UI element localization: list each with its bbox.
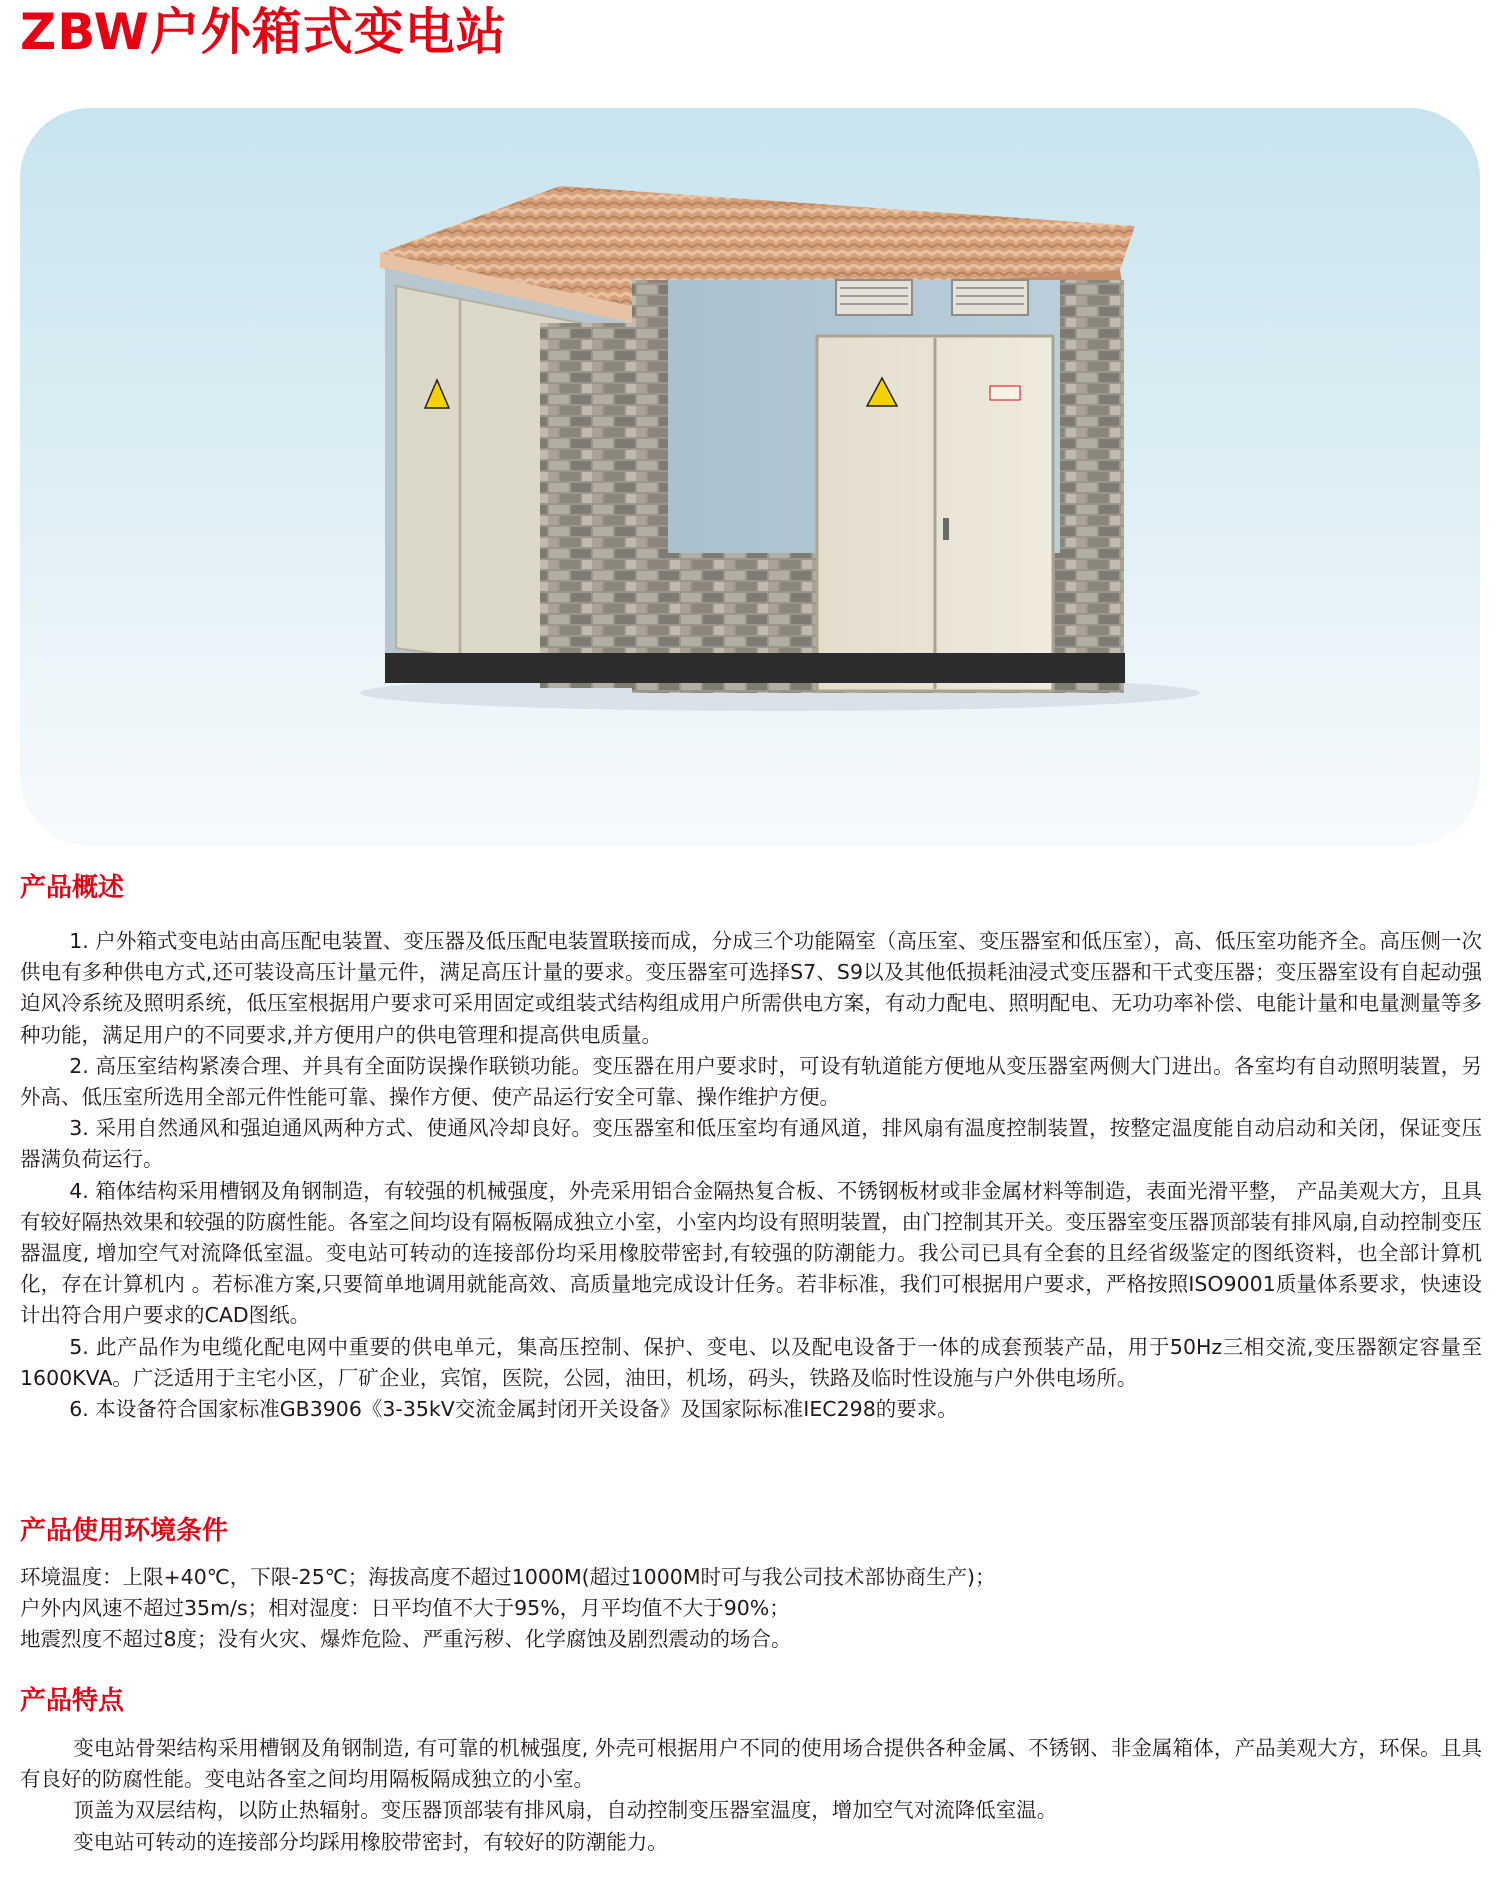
overview-paragraph: 2. 高压室结构紧凑合理、并具有全面防误操作联锁功能。变压器在用户要求时，可设有轨道能方便地从变压器室两侧大门进出。各室均有自动照明装置，另外高、低压室所选用全部元件性能可靠、操作方便、使产品运行安全可靠、操作维护方便。: [20, 1053, 1482, 1110]
vent-left: [836, 280, 912, 315]
base-plinth: [385, 653, 1125, 683]
overview-paragraph: 1. 户外箱式变电站由高压配电装置、变压器及低压配电装置联接而成，分成三个功能隔室（高压室、变压器室和低压室），高、低压室功能齐全。高压侧一次供电有多种供电方式,还可装设高压计量元件，满足高压计量的要求。变压器室可选择S7、S9以及其他低损耗油浸式变压器和干式变压器；变压器室设有自起动强迫风冷系统及照明系统，低压室根据用户要求可采用固定或组装式结构组成用户所需供电方案，有动力配电、照明配电、无功功率补偿、电能计量和电量测量等多种功能，满足用户的不同要求,并方便用户的供电管理和提高供电质量。: [20, 929, 1482, 1047]
features-paragraph: 变电站可转动的连接部分均踩用橡胶带密封，有较好的防潮能力。: [73, 1829, 668, 1854]
features-heading: 产品特点: [20, 1686, 125, 1716]
substation-illustration: [20, 108, 1480, 846]
door-label-plate: [990, 386, 1020, 400]
door-handle: [943, 518, 949, 540]
front-corner-bricks: [1060, 280, 1124, 692]
environment-text: [20, 1562, 1482, 1656]
features-paragraph: 顶盖为双层结构，以防止热辐射。变压器顶部装有排风扇，自动控制变压器室温度，增加空气对流降低室温。: [73, 1798, 1058, 1823]
environment-line: 地震烈度不超过8度；没有火灾、爆炸危险、严重污秽、化学腐蚀及剧烈震动的场合。: [20, 1627, 792, 1652]
overview-heading: 产品概述: [20, 873, 125, 903]
page-title: ZBW户外箱式变电站: [20, 3, 507, 61]
overview-paragraph: 4. 箱体结构采用槽钢及角钢制造，有较强的机械强度，外壳采用铝合金隔热复合板、不锈钢板材或非金属材料等制造，表面光滑平整， 产品美观大方，且具有较好隔热效果和较强的防腐性能。各室之间均设有隔板隔成独立小室，小室内均设有照明装置，由门控制其开关。变压器室变压器顶部装有排风扇,自动控制变压器温度, 增加空气对流降低室温。变电站可转动的连接部份均采用橡胶带密封,有较强的防潮能力。我公司已具有全套的且经省级鉴定的图纸资料，也全部计算机化，存在计算机内 。若标准方案,只要简单地调用就能高效、高质量地完成设计任务。若非标准，我们可根据用户要求，严格按照ISO9001质量体系要求，快速设计出符合用户要求的CAD图纸。: [20, 1178, 1483, 1328]
side-corner-bricks: [540, 323, 632, 688]
environment-line: 环境温度：上限+40℃，下限-25℃；海拔高度不超过1000M(超过1000M时可与我公司技术部协商生产)；: [20, 1565, 996, 1589]
overview-paragraph: 6. 本设备符合国家标准GB3906《3-35kV交流金属封闭开关设备》及国家际标准IEC298的要求。: [69, 1397, 958, 1422]
environment-heading: 产品使用环境条件: [20, 1516, 229, 1546]
features-text: [20, 1733, 1482, 1858]
overview-paragraph: 3. 采用自然通风和强迫通风两种方式、使通风冷却良好。变压器室和低压室均有通风道，排风扇有温度控制装置，按整定温度能自动启动和关闭，保证变压器满负荷运行。: [20, 1116, 1482, 1172]
overview-text: [20, 926, 1482, 1425]
environment-line: 户外内风速不超过35m/s；相对湿度：日平均值不大于95%，月平均值不大于90%；: [20, 1596, 790, 1621]
vent-right: [952, 280, 1028, 315]
overview-paragraph: 5. 此产品作为电缆化配电网中重要的供电单元，集高压控制、保护、变电、以及配电设备于一体的成套预装产品，用于50Hz三相交流,变压器额定容量至1600KVA。广泛适用于主宅小区，厂矿企业，宾馆，医院，公园，油田，机场，码头，铁路及临时性设施与户外供电场所。: [20, 1334, 1482, 1390]
front-left-corner-bricks: [632, 280, 668, 692]
product-photo: [20, 108, 1480, 846]
features-paragraph: 变电站骨架结构采用槽钢及角钢制造, 有可靠的机械强度, 外壳可根据用户不同的使用场合提供各种金属、不锈钢、非金属箱体，产品美观大方，环保。且具有良好的防腐性能。变电站各室之间均用隔板隔成独立的小室。: [20, 1736, 1482, 1792]
